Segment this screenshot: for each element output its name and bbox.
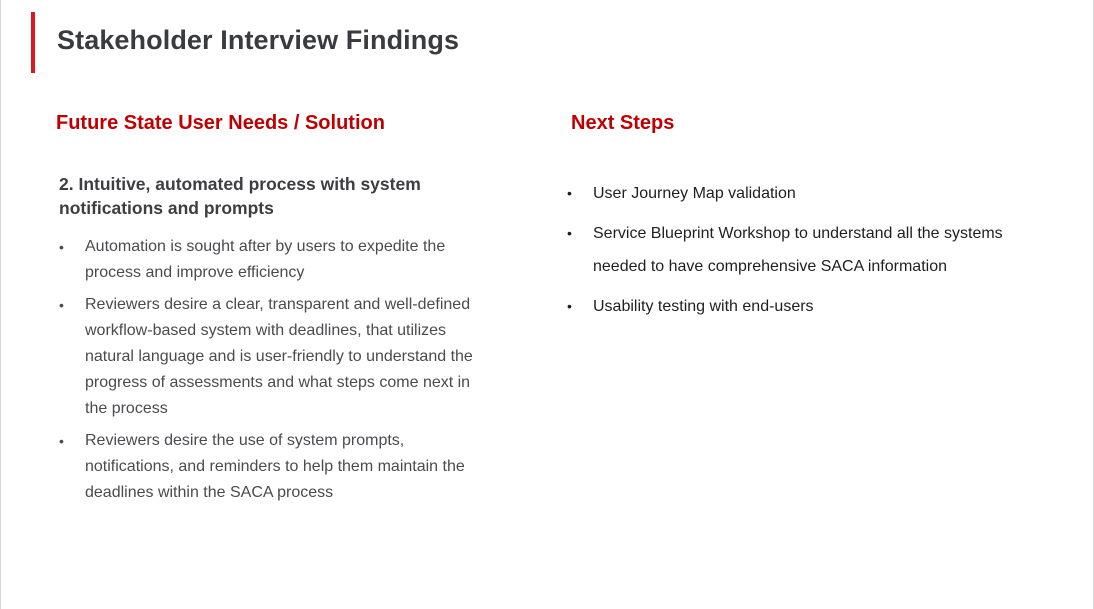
bullet-icon: • [59,239,64,255]
bullet-text: Usability testing with end-users [593,298,814,315]
bullet-text: Service Blueprint Workshop to understand all the systems needed to have comprehensive SACA information [593,225,1003,275]
bullet-icon: • [567,225,572,241]
solution-subheading: 2. Intuitive, automated process with system notifications and prompts [59,174,421,218]
bullet-icon: • [567,298,572,314]
title-accent-bar [31,12,35,73]
list-item [567,290,1047,323]
bullet-icon: • [59,433,64,449]
bullet-text: Automation is sought after by users to expedite the process and improve efficiency [85,238,446,281]
bullet-text: User Journey Map validation [593,185,796,202]
list-item [59,234,489,286]
list-item [567,177,1047,210]
bullet-icon: • [567,185,572,201]
list-item [567,217,1047,283]
list-item [59,292,489,422]
next-steps-heading: Next Steps [571,112,675,134]
bullet-icon: • [59,297,64,313]
future-state-bullet-list [59,234,489,512]
bullet-text: Reviewers desire a clear, transparent and well-defined workflow-based system with deadlines, that utilizes natural language and is user-friendly to understand the progress of assessments and what steps come next in the process [85,296,473,417]
next-steps-bullet-list [567,177,1047,330]
future-state-heading: Future State User Needs / Solution [56,112,385,134]
slide-title: Stakeholder Interview Findings [57,25,460,55]
bullet-text: Reviewers desire the use of system prompts, notifications, and reminders to help them maintain the deadlines within the SACA process [85,432,465,501]
list-item [59,428,489,506]
